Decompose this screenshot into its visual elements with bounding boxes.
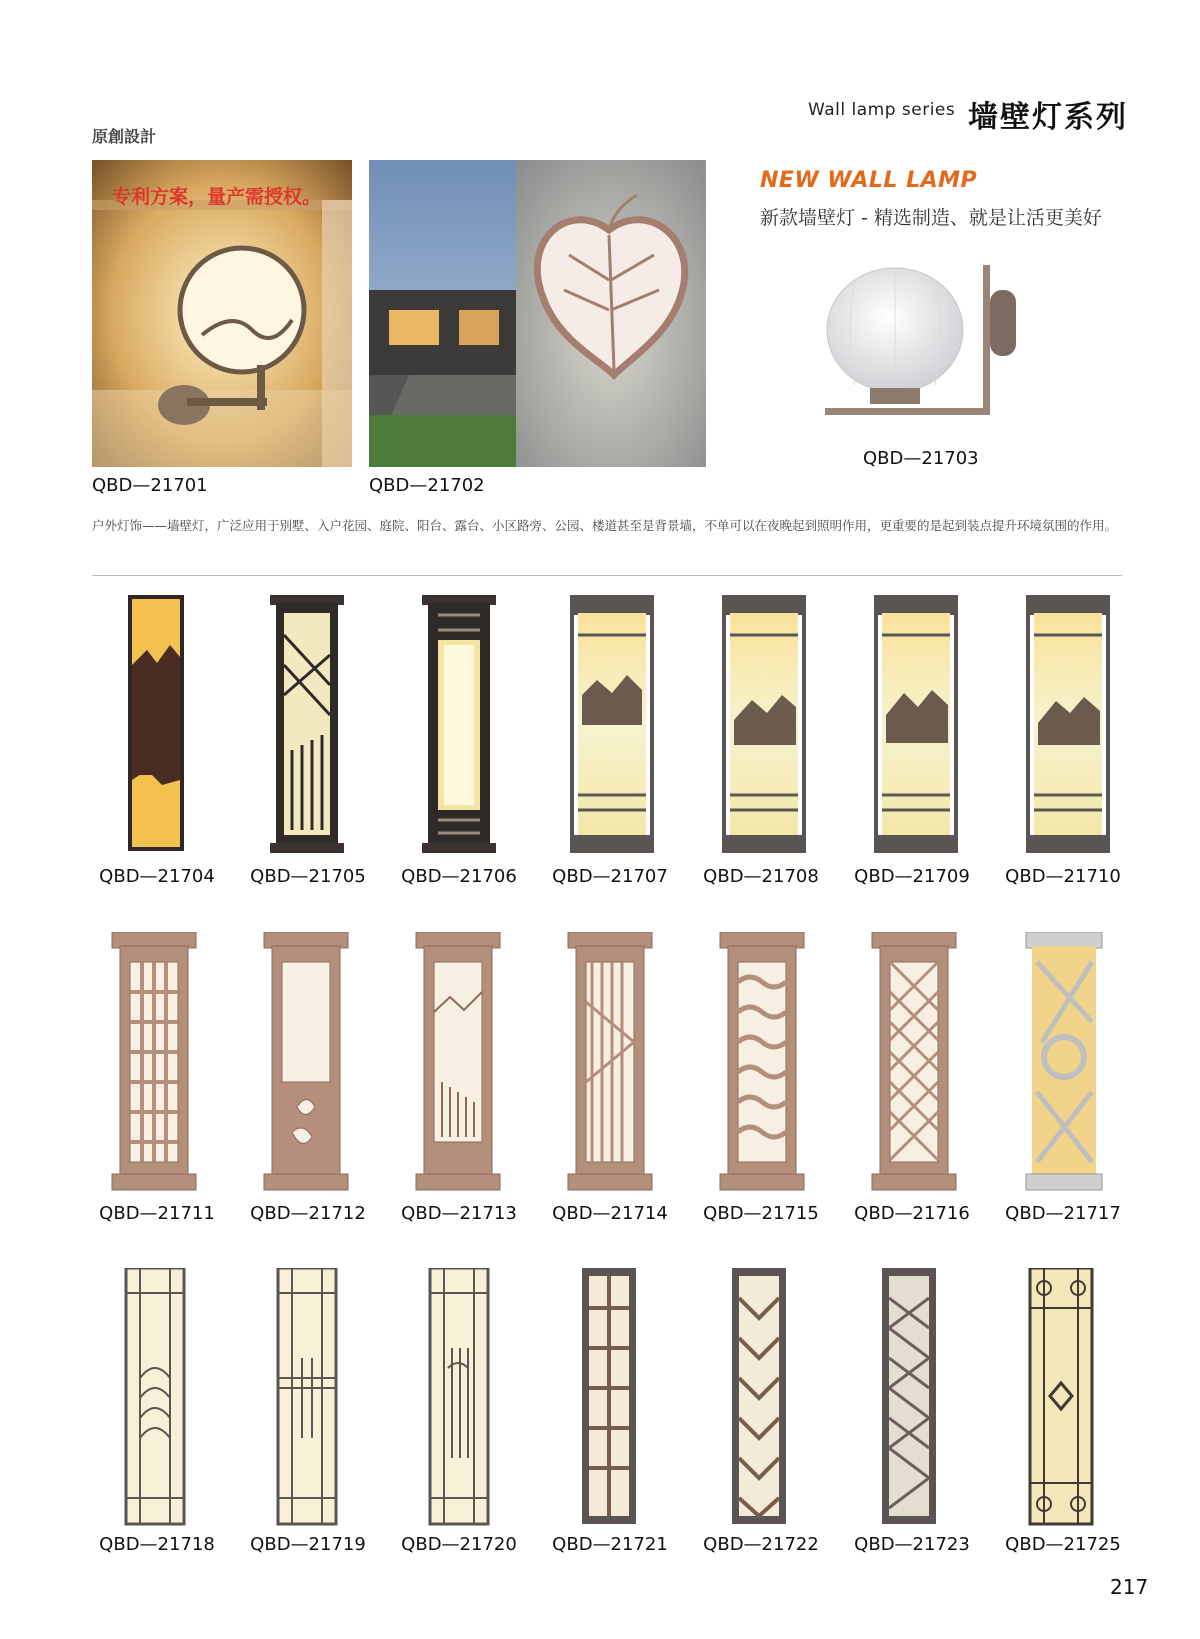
code-21704: QBD—21704 <box>99 866 215 887</box>
code-21709: QBD—21709 <box>854 866 970 887</box>
code-21708: QBD—21708 <box>703 866 819 887</box>
code-21705: QBD—21705 <box>250 866 366 887</box>
lamp-21725 <box>1030 1268 1092 1524</box>
hero-code-21702: QBD—21702 <box>369 475 485 496</box>
lamp-21719 <box>278 1268 336 1524</box>
code-21713: QBD—21713 <box>401 1203 517 1224</box>
code-21722: QBD—21722 <box>703 1534 819 1555</box>
hero-code-21703: QBD—21703 <box>863 448 979 469</box>
code-21715: QBD—21715 <box>703 1203 819 1224</box>
lamp-21722 <box>732 1268 786 1524</box>
series-title-cn: 墙壁灯系列 <box>968 100 1128 135</box>
lamp-21708 <box>722 595 806 853</box>
lamp-21714 <box>568 932 652 1190</box>
lamp-21712 <box>264 932 348 1190</box>
code-21718: QBD—21718 <box>99 1534 215 1555</box>
hero-image-21703 <box>815 260 1045 435</box>
lamp-21706 <box>422 595 496 853</box>
lamp-21713 <box>416 932 500 1190</box>
new-wall-lamp-subtitle: 新款墙壁灯 - 精选制造、就是让活更美好 <box>760 207 1102 229</box>
lamp-21717 <box>1026 932 1102 1190</box>
lamp-21716 <box>872 932 956 1190</box>
series-title-en: Wall lamp series <box>808 100 956 120</box>
page-number: 217 <box>1110 1575 1149 1599</box>
code-21717: QBD—21717 <box>1005 1203 1121 1224</box>
hero-image-21701 <box>92 160 352 467</box>
code-21711: QBD—21711 <box>99 1203 215 1224</box>
code-21714: QBD—21714 <box>552 1203 668 1224</box>
code-21710: QBD—21710 <box>1005 866 1121 887</box>
code-21721: QBD—21721 <box>552 1534 668 1555</box>
lamp-21720 <box>430 1268 488 1524</box>
lamp-21721 <box>582 1268 636 1524</box>
hero-image-21702 <box>369 160 706 467</box>
lamp-21715 <box>720 932 804 1190</box>
lamp-21704 <box>128 595 184 851</box>
code-21723: QBD—21723 <box>854 1534 970 1555</box>
code-21720: QBD—21720 <box>401 1534 517 1555</box>
code-21716: QBD—21716 <box>854 1203 970 1224</box>
hero-code-21701: QBD—21701 <box>92 475 208 496</box>
original-design-label: 原創設計 <box>92 127 157 146</box>
lamp-21718 <box>126 1268 184 1524</box>
divider <box>92 575 1122 576</box>
lamp-21707 <box>570 595 654 853</box>
lamp-21710 <box>1026 595 1110 853</box>
lamp-21711 <box>112 932 196 1190</box>
code-21725: QBD—21725 <box>1005 1534 1121 1555</box>
product-row-3 <box>92 1268 1122 1528</box>
code-21707: QBD—21707 <box>552 866 668 887</box>
patent-notice: 专利方案，量产需授权。 <box>112 186 322 208</box>
product-row-2 <box>92 932 1122 1197</box>
code-21706: QBD—21706 <box>401 866 517 887</box>
lamp-21705 <box>270 595 344 853</box>
lamp-21723 <box>882 1268 936 1524</box>
product-row-1 <box>92 595 1122 860</box>
code-21719: QBD—21719 <box>250 1534 366 1555</box>
new-wall-lamp-title: NEW WALL LAMP <box>760 168 978 193</box>
lamp-21709 <box>874 595 958 853</box>
product-description: 户外灯饰——墙壁灯，广泛应用于别墅、入户花园、庭院、阳台、露台、小区路旁、公园、楼道甚至是背景墙，不单可以在夜晚起到照明作用，更重要的是起到装点提升环境氛围的作用。 <box>92 518 1118 533</box>
code-21712: QBD—21712 <box>250 1203 366 1224</box>
